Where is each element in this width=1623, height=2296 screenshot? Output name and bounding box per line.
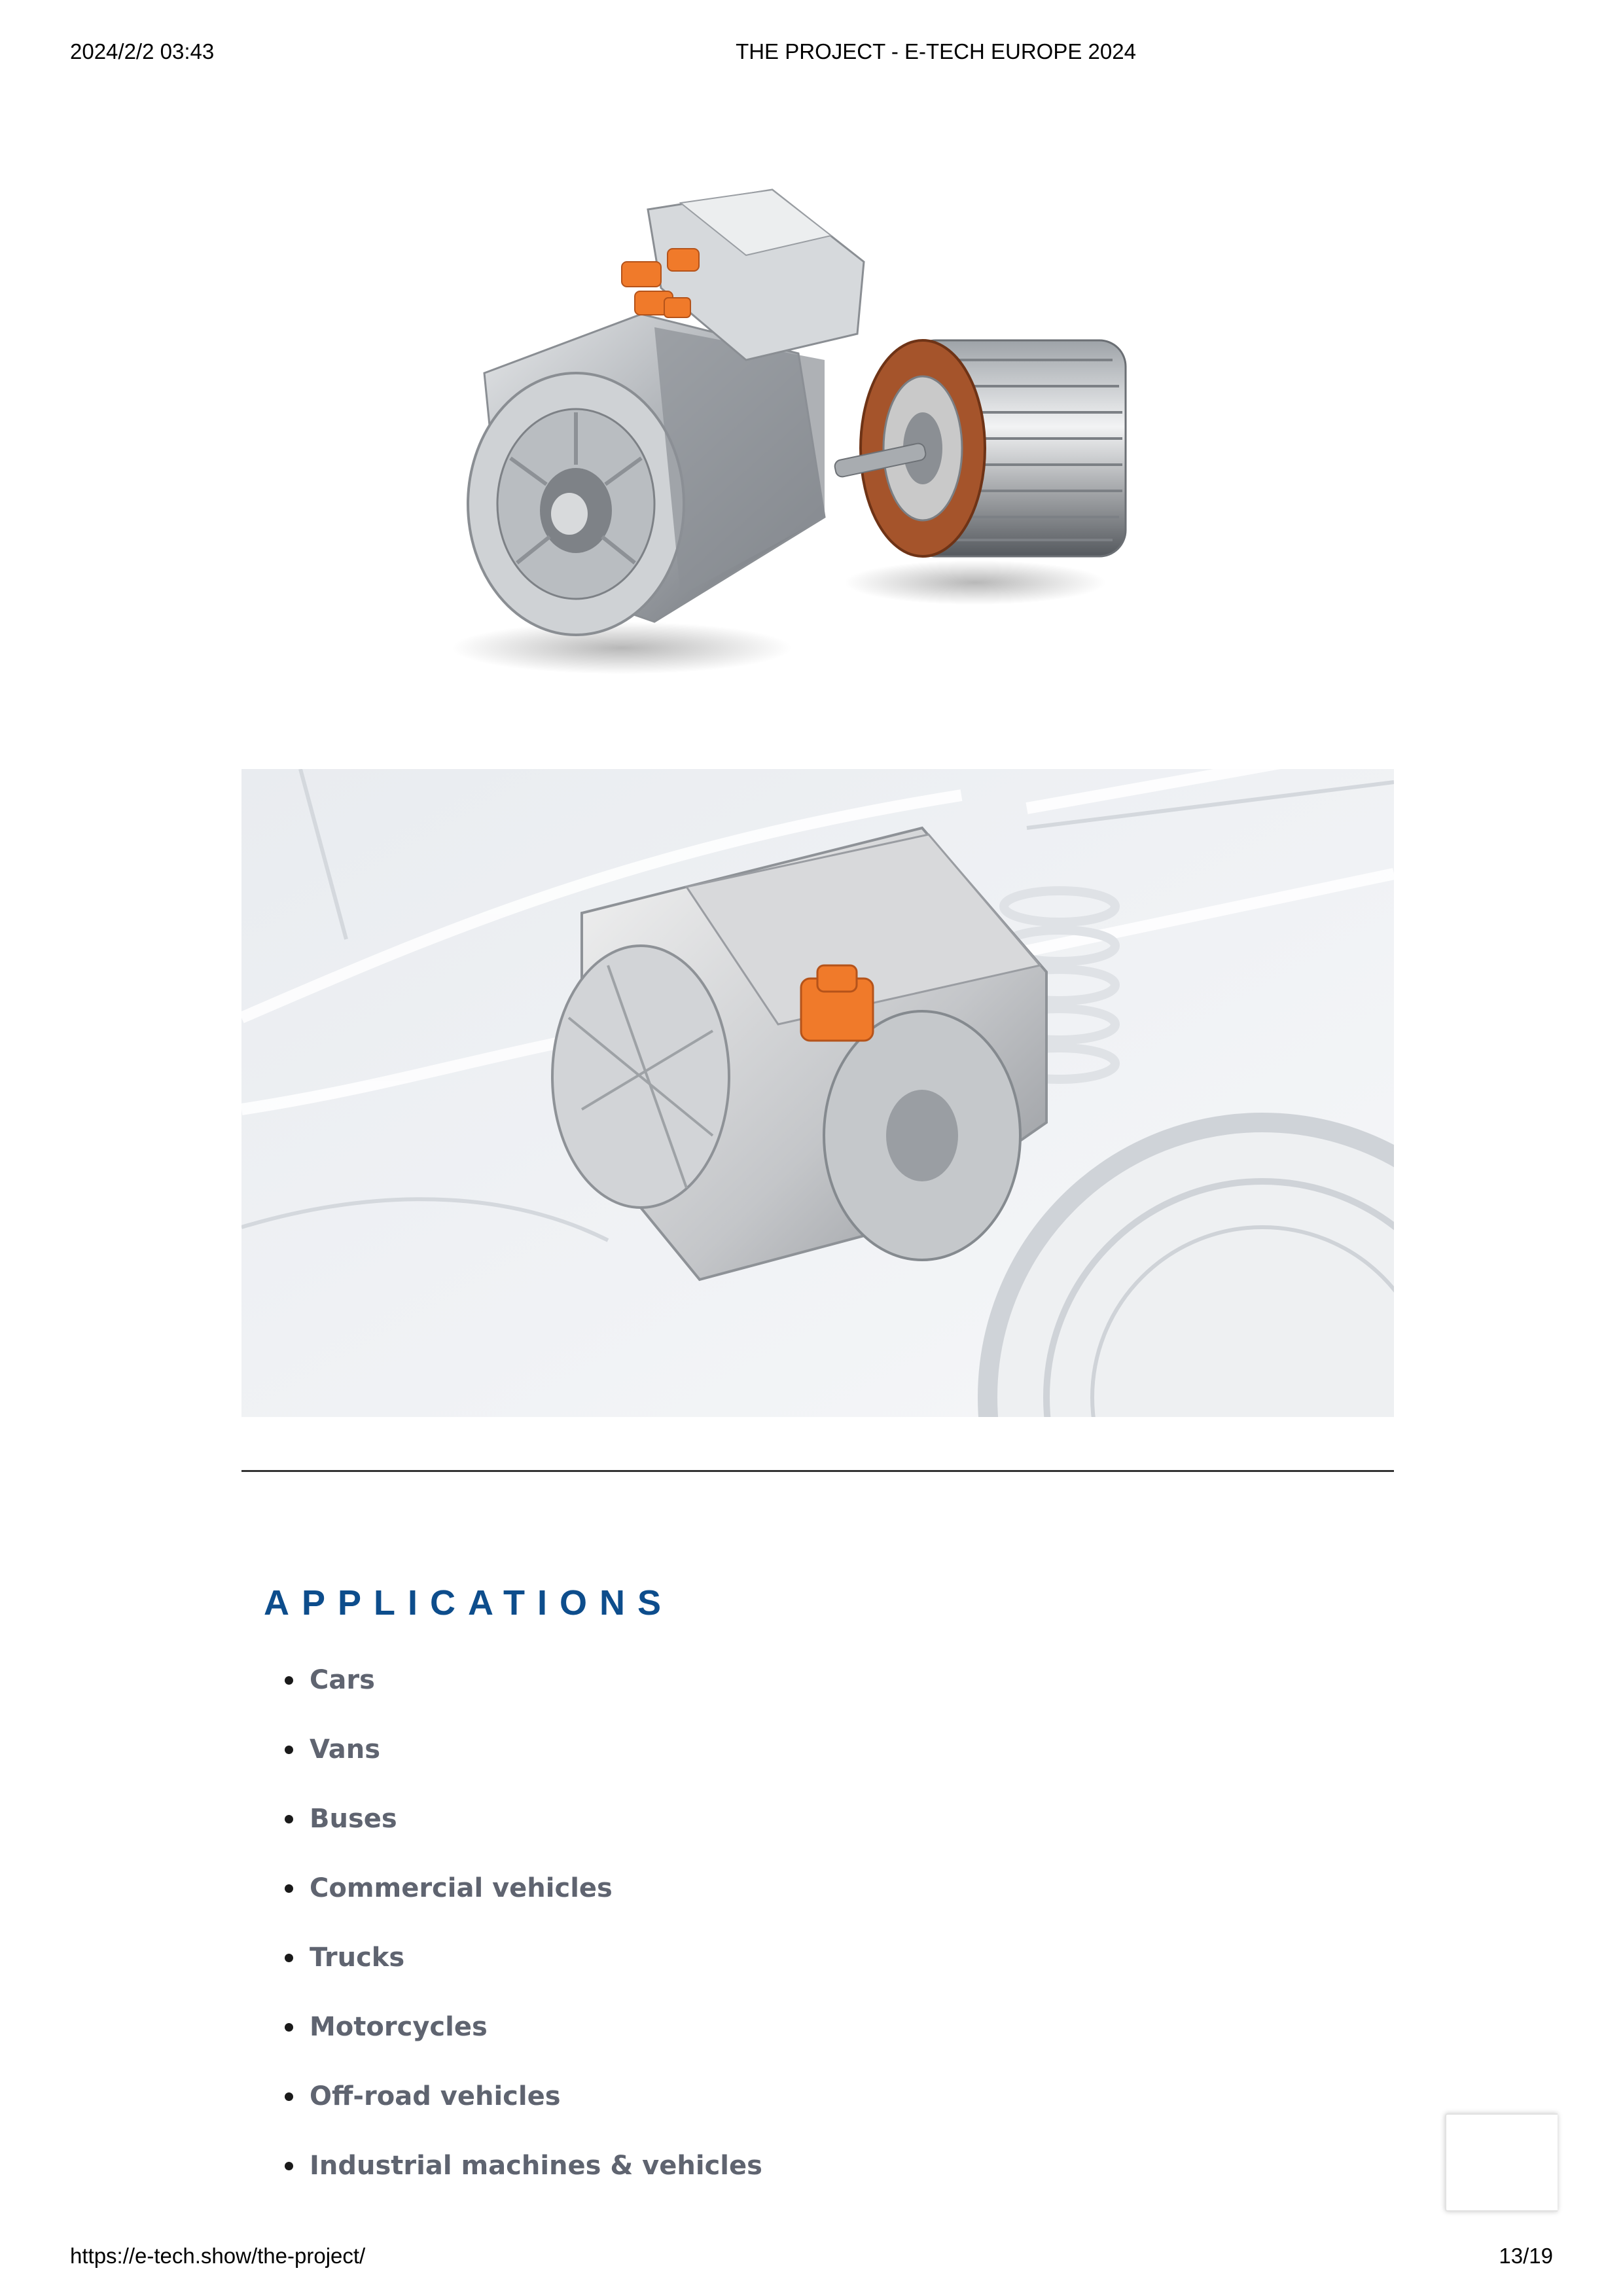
stator-rotor [834,340,1126,556]
list-item: Vans [310,1725,762,1795]
print-datetime: 2024/2/2 03:43 [70,39,215,63]
page-title: THE PROJECT - E-TECH EUROPE 2024 [736,39,1136,63]
applications-heading: APPLICATIONS [264,1583,674,1623]
list-item: Cars [310,1656,762,1725]
list-item: Industrial machines & vehicles [310,2142,762,2211]
list-item: Trucks [310,1933,762,2003]
motor-housing [468,190,864,635]
section-divider [241,1470,1394,1472]
applications-list [264,1656,762,2211]
motor-photo [406,164,1217,687]
axle-drive-render [241,769,1394,1417]
page-number: 13/19 [1499,2244,1553,2268]
list-item: Commercial vehicles [310,1864,762,1933]
list-item: Off-road vehicles [310,2072,762,2142]
footer-url: https://e-tech.show/the-project/ [70,2244,366,2268]
list-item: Motorcycles [310,2003,762,2072]
recaptcha-badge[interactable] [1445,2113,1558,2212]
list-item: Buses [310,1795,762,1864]
